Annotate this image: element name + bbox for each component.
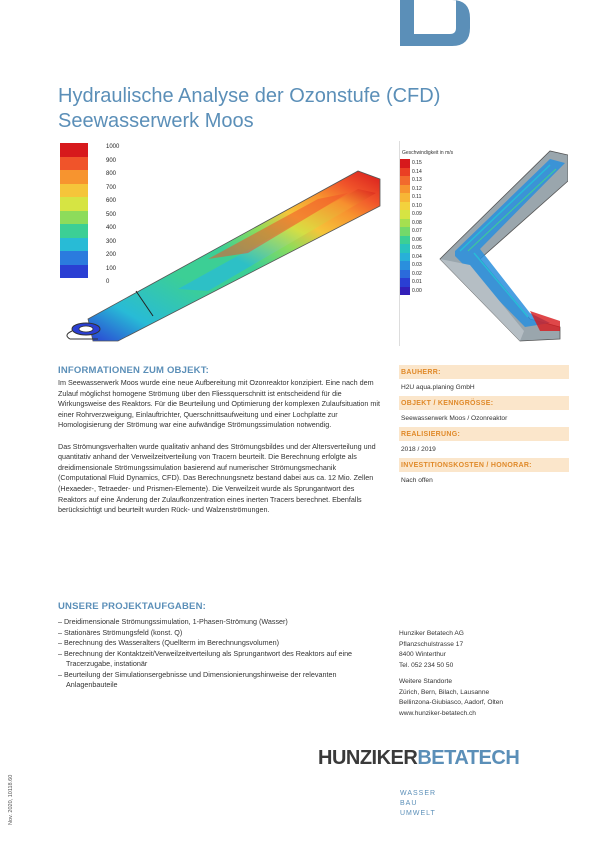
info-paragraph-1: Im Seewasserwerk Moos wurde eine neue Aufbereitung mit Ozonreaktor konzipiert. Eine nach dem Zulauf möglichst homogene Strömung über den Fliessquerschnitt ist entscheidend für die Wirkungsweise des Reaktors. Für die Beurteilung und Optimierung der komplexen Zulaufsituation mit einer Rohrverzweigung, Einlauftrichter, Querschnittsaufweitung und einer Lochplatte zur Homologisierung der Strömung war eine aufwändige Strömungssimulation notwendig. <box>58 378 380 430</box>
legend-swatch <box>400 219 410 228</box>
legend-label: 300 <box>106 238 117 245</box>
client-value: H2U aqua.planing GmbH <box>401 384 475 391</box>
object-value: Seewasserwerk Moos / Ozonreaktor <box>401 415 508 422</box>
object-label: OBJEKT / KENNGRÖSSE: <box>399 396 569 410</box>
info-paragraph-2: Das Strömungsverhalten wurde qualitativ anhand des Strömungsbildes und der Altersverteilung und quantitativ anhand der Verweilzeitverteilung von Tracern beurteilt. Die Berechnung erfolgte als dreidimensionale Strömungssimulation basierend auf numerischer Strömungsmechanik (Computational Fluid Dynamics, CFD). Das Berechnungsnetz bestand dabei aus ca. 12 Mio. Zellen (Hexaeder-, Tetraeder- und Prismen-Elemente). Die Verweilzeit wurde als Sprungantwort des Reaktors auf eine Änderung der Zulaufkonzentration eines inerten Tracers berechnet. Ebenfalls berücksichtigt und beurteilt wurden Rück- und Walzenströmungen. <box>58 441 376 515</box>
legend-label: 0.11 <box>412 194 422 200</box>
costs-label: INVESTITIONSKOSTEN / HONORAR: <box>399 458 569 472</box>
legend-label: 0.05 <box>412 245 422 251</box>
company-name: Hunziker Betatech AG <box>399 630 464 637</box>
legend-swatch <box>400 202 410 211</box>
legend-label: 500 <box>106 211 117 218</box>
legend-swatch <box>60 278 88 292</box>
legend-swatch <box>400 287 410 296</box>
legend-label: 400 <box>106 225 117 231</box>
logo-mark-icon <box>400 0 470 46</box>
document-date: Nov. 2020, 10118.60 <box>8 774 14 825</box>
brand-part-1: HUNZIKER <box>318 747 418 769</box>
legend-label: 100 <box>106 265 117 272</box>
legend-label: 0.10 <box>412 202 422 209</box>
legend-label: 0 <box>106 279 110 285</box>
reactor-velocity-render <box>400 141 568 346</box>
legend-swatch <box>60 184 88 198</box>
legend-swatch <box>400 236 410 245</box>
info-body <box>58 378 384 526</box>
legend-label: 900 <box>106 157 117 164</box>
legend-swatch <box>400 185 410 194</box>
legend-swatch <box>400 227 410 236</box>
info-heading: INFORMATIONEN ZUM OBJEKT: <box>58 365 210 376</box>
cfd-velocity-image <box>399 141 568 346</box>
legend-swatch <box>400 210 410 219</box>
title-line-2: Seewasserwerk Moos <box>58 110 254 132</box>
legend-label: 0.02 <box>412 270 422 277</box>
realization-value: 2018 / 2019 <box>401 446 436 453</box>
list-item: – Berechnung der Kontaktzeit/Verweilzeitverteilung als Sprungantwort des Reaktors auf eine Tracerzugabe, instationär <box>58 648 353 668</box>
legend-swatch <box>400 253 410 262</box>
legend-label: 0.13 <box>412 177 422 183</box>
list-item: – Beurteilung der Simulationsergebnisse und Dimensionierungshinweise der relevanten Anlagenbauteile <box>58 669 337 689</box>
list-item: – Stationäres Strömungsfeld (konst. Q) <box>58 627 183 637</box>
legend-swatch <box>400 261 410 270</box>
legend-label: 0.08 <box>412 219 422 226</box>
legend-swatch <box>400 176 410 185</box>
legend-swatch <box>60 157 88 171</box>
costs-value: Nach offen <box>401 477 433 484</box>
legend-label: 1000 <box>106 144 120 150</box>
legend-label: 0.06 <box>412 236 422 243</box>
legend-label: 0.03 <box>412 262 422 268</box>
locations-line-2: Bellinzona-Giubiasco, Aadorf, Olten <box>399 699 504 706</box>
client-label: BAUHERR: <box>399 365 569 379</box>
legend-swatch <box>400 193 410 202</box>
street: Pflanzschulstrasse 17 <box>399 640 464 648</box>
list-item: – Dreidimensionale Strömungssimulation, 1-Phasen-Strömung (Wasser) <box>58 617 288 626</box>
contact-block <box>399 629 569 719</box>
legend-label: 0.15 <box>412 160 422 166</box>
legend-label: 200 <box>106 252 117 258</box>
page-title <box>58 84 440 134</box>
tasks-list <box>58 617 388 691</box>
tagline-2: BAU <box>400 800 418 807</box>
legend-swatch <box>60 170 88 184</box>
legend-label: 800 <box>106 171 117 177</box>
legend-swatch <box>60 224 88 238</box>
legend-swatch <box>60 251 88 265</box>
legend-swatch <box>400 278 410 287</box>
legend-label: 700 <box>106 184 117 191</box>
legend-label: 0.00 <box>412 287 422 294</box>
legend-label: 0.07 <box>412 228 422 234</box>
legend-swatch <box>60 238 88 252</box>
cfd-age-image <box>58 141 385 346</box>
other-locations-label: Weitere Standorte <box>399 678 453 685</box>
realization-label: REALISIERUNG: <box>399 427 569 441</box>
legend-swatch <box>60 211 88 225</box>
legend-label: 0.04 <box>412 253 422 260</box>
legend-swatch <box>60 197 88 211</box>
legend-swatch <box>400 270 410 279</box>
tagline-1: WASSER <box>400 790 437 797</box>
legend-label: 0.09 <box>412 211 422 217</box>
title-line-1: Hydraulische Analyse der Ozonstufe (CFD) <box>58 85 441 107</box>
phone: Tel. 052 234 50 50 <box>399 661 454 669</box>
legend-swatch <box>400 244 410 253</box>
legend-label: 0.12 <box>412 185 422 192</box>
brand-tagline <box>400 789 436 819</box>
legend-swatch <box>400 168 410 177</box>
legend-label: 0.14 <box>412 168 422 175</box>
locations-line-1: Zürich, Bern, Bilach, Lausanne <box>399 688 490 696</box>
brand-part-2: BETATECH <box>417 747 520 769</box>
legend-label: 0.01 <box>412 279 422 285</box>
legend-label: 600 <box>106 198 117 204</box>
velocity-legend-title: Geschwindigkeit in m/s <box>402 150 454 156</box>
website-link[interactable]: www.hunziker-betatech.ch <box>399 709 476 717</box>
legend-swatch <box>60 143 88 157</box>
legend-swatch <box>400 159 410 168</box>
legend-swatch <box>60 265 88 279</box>
tasks-heading: UNSERE PROJEKTAUFGABEN: <box>58 601 206 612</box>
brand-logo <box>318 747 519 770</box>
list-item: – Berechnung des Wasseralters (Quellterm im Berechnungsvolumen) <box>58 638 280 647</box>
city: 8400 Winterthur <box>399 651 446 658</box>
tagline-3: UMWELT <box>400 810 436 817</box>
project-facts <box>399 365 569 489</box>
